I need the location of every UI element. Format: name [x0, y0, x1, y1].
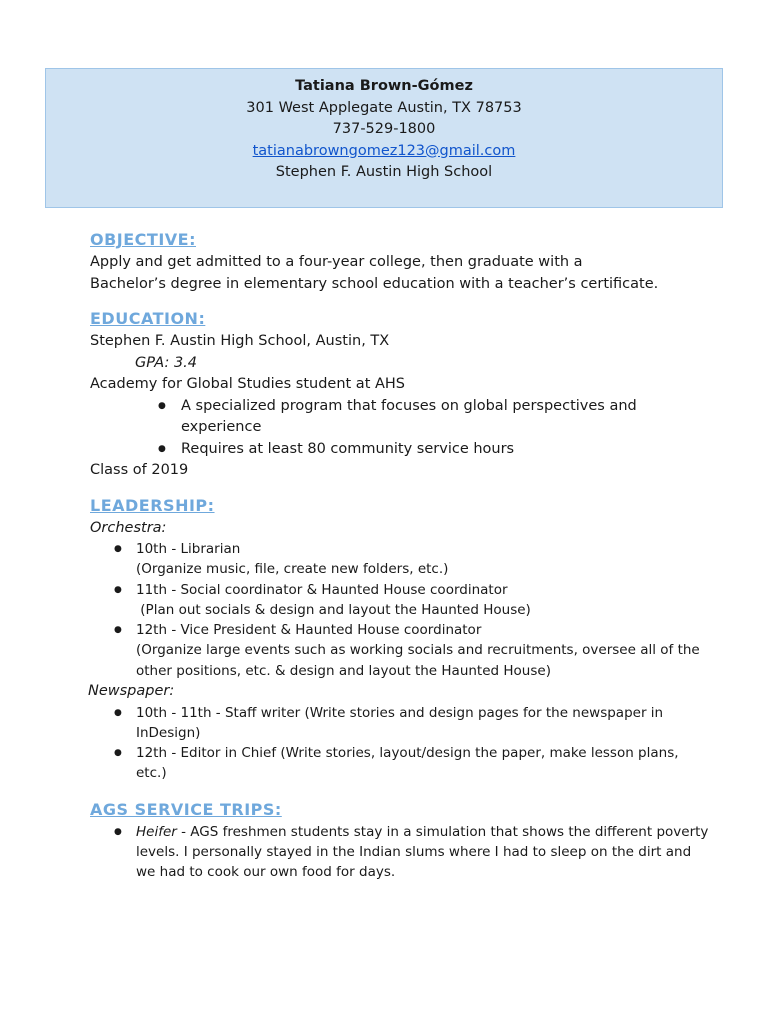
- education-bullets: [90, 396, 710, 461]
- list-item: [90, 580, 710, 621]
- objective-line-1: Apply and get admitted to a four-year college, then graduate with a: [90, 254, 583, 270]
- role-detail: (Plan out socials & design and layout the Haunted House): [136, 601, 531, 618]
- trip-name: Heifer: [136, 823, 177, 840]
- education-school: Stephen F. Austin High School, Austin, TX: [90, 333, 390, 349]
- orchestra-list: [90, 539, 710, 681]
- education-gpa: GPA: 3.4: [135, 354, 198, 371]
- ags-list: [90, 822, 710, 883]
- contact-header: [45, 68, 723, 208]
- role-detail: (Organize large events such as working socials and recruitments, oversee all of the other positions, etc. & design and layout the Haunted House): [136, 642, 700, 679]
- phone: 737-529-1800: [332, 121, 436, 137]
- objective-heading: OBJECTIVE:: [90, 230, 196, 249]
- education-heading: EDUCATION:: [90, 309, 206, 328]
- address: 301 West Applegate Austin, TX 78753: [246, 99, 522, 116]
- objective-line-2: Bachelor’s degree in elementary school education with a teacher’s certificate.: [90, 275, 659, 292]
- list-item: ● Requires at least 80 community service hours: [90, 439, 710, 461]
- orchestra-label: Orchestra:: [90, 519, 167, 536]
- list-item: ● 12th - Editor in Chief (Write stories, layout/design the paper, make lesson plans, etc.): [90, 743, 710, 784]
- trip-description: - AGS freshmen students stay in a simulation that shows the different poverty levels. I personally stayed in the Indian slums where I had to sleep on the dirt and we had to cook our own food for days.: [136, 823, 709, 881]
- school-name: Stephen F. Austin High School: [275, 164, 493, 180]
- email-link[interactable]: tatianabrowngomez123@gmail.com: [252, 142, 516, 159]
- resume-body: [90, 228, 710, 883]
- role-title: ● 11th - Social coordinator & Haunted House coordinator: [136, 581, 508, 598]
- role-title: ● 10th - Librarian: [136, 541, 241, 557]
- list-item: [90, 822, 710, 883]
- list-item: [90, 539, 710, 580]
- education-academy: Academy for Global Studies student at AHS: [90, 376, 406, 392]
- leadership-heading: LEADERSHIP:: [90, 495, 215, 515]
- education-class: Class of 2019: [90, 462, 189, 478]
- role-title: ● 12th - Vice President & Haunted House coordinator: [136, 622, 482, 639]
- list-item: ● A specialized program that focuses on global perspectives and experience: [90, 396, 710, 439]
- applicant-name: Tatiana Brown-Gómez: [295, 78, 473, 94]
- ags-heading: AGS SERVICE TRIPS:: [90, 799, 282, 819]
- role-detail: (Organize music, file, create new folders, etc.): [136, 561, 449, 578]
- list-item: [90, 620, 710, 681]
- newspaper-list: [90, 703, 710, 784]
- list-item: ● 10th - 11th - Staff writer (Write stories and design pages for the newspaper in InDesign): [90, 703, 710, 744]
- newspaper-label: Newspaper:: [88, 683, 175, 700]
